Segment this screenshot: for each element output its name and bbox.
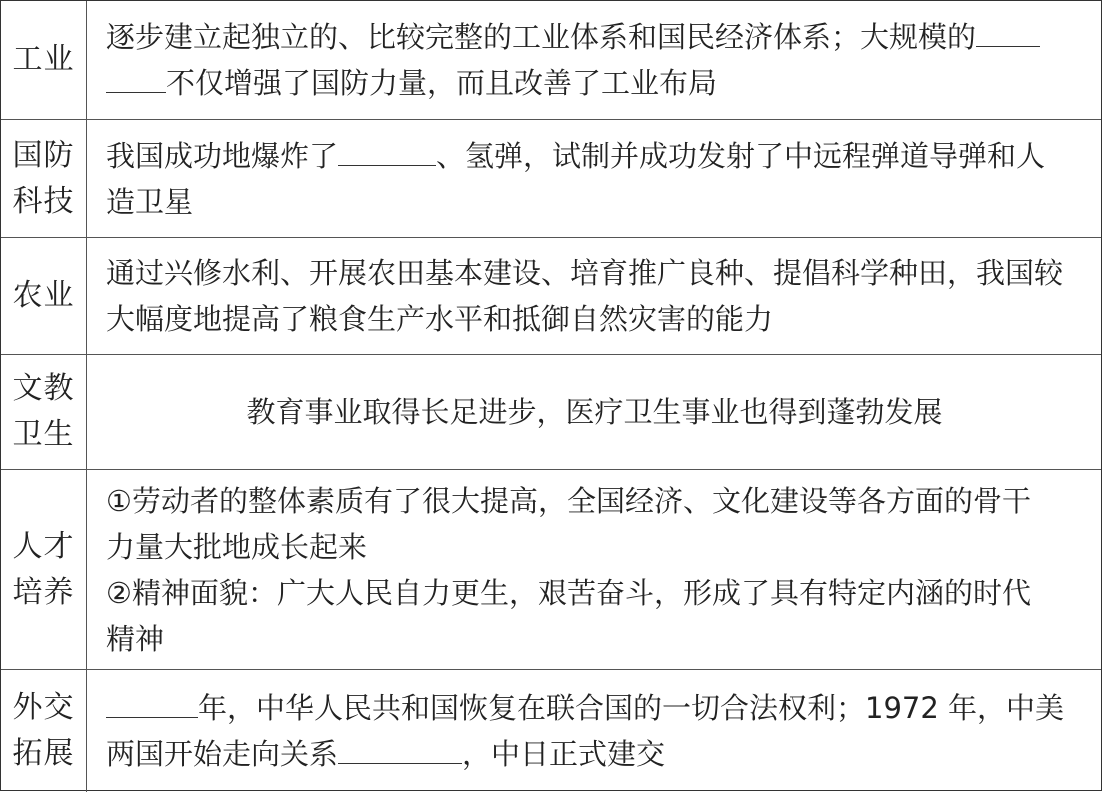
content-text: 大幅度地提高了粮食生产水平和抵御自然灾害的能力 [106, 302, 774, 336]
fill-blank[interactable] [338, 733, 462, 764]
content-line [106, 570, 1083, 616]
table-row-talent [1, 469, 1101, 669]
content-text: 两国开始走向关系 [106, 737, 339, 771]
row-content [87, 1, 1101, 119]
content-text: 年，中华人民共和国恢复在联合国的一切合法权利；1972 年，中美 [198, 691, 1065, 725]
content-text: 逐步建立起独立的、比较完整的工业体系和国民经济体系；大规模的 [106, 20, 977, 54]
content-text: 我国成功地爆炸了 [106, 138, 339, 173]
content-line [106, 524, 1083, 570]
heading-text: 拓展 [12, 736, 75, 771]
table-row-industry [1, 1, 1101, 119]
fill-blank[interactable] [338, 135, 436, 166]
content-text: 力量大批地成长起来 [106, 529, 368, 564]
row-heading [1, 120, 87, 237]
content-line [106, 731, 1083, 777]
content-text: ①劳动者的整体素质有了很大提高，全国经济、文化建设等各方面的骨干 [106, 483, 1031, 518]
content-line [106, 616, 1083, 662]
content-line [106, 133, 1083, 179]
table-row-culture-health [1, 354, 1101, 469]
content-line [106, 250, 1083, 296]
content-line [106, 478, 1083, 524]
heading-text: 国防 [12, 137, 75, 173]
row-content [87, 470, 1101, 669]
row-heading [1, 355, 87, 469]
content-text: 精神 [106, 621, 165, 656]
row-heading [1, 470, 87, 669]
row-content [87, 120, 1101, 237]
row-content [87, 355, 1101, 469]
table-row-diplomacy [1, 669, 1101, 792]
content-line [106, 685, 1083, 731]
content-text: 不仅增强了国防力量，而且改善了工业布局 [166, 66, 718, 100]
table-row-agriculture [1, 237, 1101, 354]
row-content [87, 238, 1101, 354]
fill-blank[interactable] [106, 687, 198, 718]
heading-text: 培养 [12, 574, 75, 610]
content-text: 教育事业取得长足进步，医疗卫生事业也得到蓬勃发展 [246, 395, 943, 429]
row-heading [1, 1, 87, 119]
heading-text: 文教 [12, 371, 75, 406]
content-line [106, 179, 1083, 225]
content-line [106, 389, 1083, 435]
content-text: 、氢弹，试制并成功发射了中远程弹道导弹和人 [436, 138, 1046, 173]
heading-text: 人才 [12, 528, 75, 564]
content-line [106, 60, 1083, 106]
row-heading [1, 670, 87, 792]
row-heading [1, 238, 87, 354]
heading-text: 工业 [12, 42, 75, 77]
table-row-defense-tech [1, 119, 1101, 237]
heading-text: 卫生 [12, 417, 75, 452]
content-line [106, 296, 1083, 342]
heading-text: 农业 [12, 278, 75, 313]
content-text: 造卫星 [106, 184, 194, 219]
row-content [87, 670, 1101, 792]
content-text: ，中日正式建交 [462, 737, 666, 771]
content-text: ②精神面貌：广大人民自力更生，艰苦奋斗，形成了具有特定内涵的时代 [106, 575, 1031, 610]
heading-text: 科技 [12, 183, 75, 219]
content-line [106, 14, 1083, 60]
content-text: 通过兴修水利、开展农田基本建设、培育推广良种、提倡科学种田，我国较 [106, 256, 1064, 290]
fill-blank[interactable] [976, 16, 1040, 47]
heading-text: 外交 [12, 690, 75, 725]
fill-blank[interactable] [106, 62, 166, 93]
